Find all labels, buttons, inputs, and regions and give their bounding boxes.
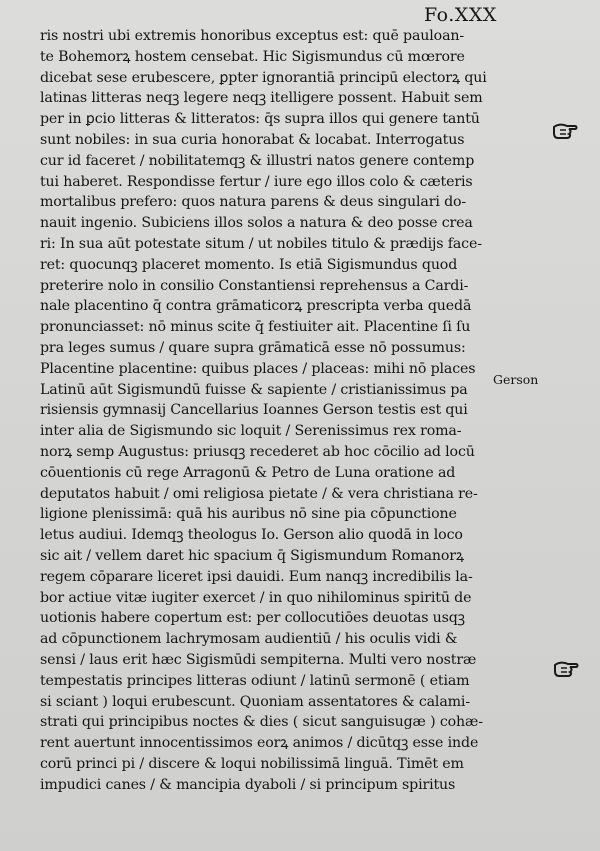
text-line: tui haberet. Respondisse fertur / iure ego illos colo & cæteris <box>40 173 473 190</box>
text-line: ri: In sua aūt potestate situm / ut nobiles titulo & prædijs face‐ <box>40 235 482 252</box>
text-line: per in ꝑcio litteras & litteratos: q̄s supra illos qui genere tantū <box>40 111 480 128</box>
text-line: Latinū aūt Sigismundū fuisse & sapiente / cristianissimus pa <box>40 381 468 398</box>
text-line: nauit ingenio. Subiciens illos solos a natura & deo posse crea <box>40 215 473 232</box>
manicule-icon <box>551 121 579 141</box>
text-line: pra leges sumus / quare supra grāmaticā esse nō possumus: <box>40 339 466 356</box>
text-line: cur id faceret / nobilitatemqꝫ & illustri natos genere contemp <box>40 152 475 169</box>
text-line: letus audiui. Idemqꝫ theologus Io. Gerson alio quodā in loco <box>40 527 463 544</box>
text-line: si sciant ) loqui erubescunt. Quoniam assentatores & calami‐ <box>40 693 470 710</box>
text-line: strati qui principibus noctes & dies ( sicut sanguisugæ ) cohæ‐ <box>40 714 483 731</box>
text-line: te Bohemorꝝ hostem censebat. Hic Sigismundus cū mœrore <box>40 48 465 65</box>
text-line: regem cōparare liceret ipsi dauidi. Eum nanqꝫ incredibilis la‐ <box>40 568 473 585</box>
text-line: sensi / laus erit hæc Sigismūdi sempiterna. Multi vero nostræ <box>40 651 477 668</box>
text-line: ligione plenissimā: quā his auribus nō sine pia cōpunctione <box>40 506 457 523</box>
text-line: bor actiue vitæ iugiter exercet / in quo nihilominus spiritū de <box>40 589 472 606</box>
text-line: norꝝ semp Augustus: priusqꝫ recederet ab hoc cōcilio ad locū <box>40 443 475 460</box>
marginal-note: Gerson <box>493 372 539 387</box>
text-line: pronunciasset: nō minus scite q̄ festiuiter ait. Placentine ſi ſu <box>40 319 471 336</box>
text-line: inter alia de Sigismundo sic loquit / Serenissimus rex roma‐ <box>40 423 462 440</box>
text-line: ret: quocunqꝫ placeret momento. Is etiā Sigismundus quod <box>40 256 458 273</box>
text-line: corū princi pi / discere & loqui nobilissimā linguā. Timēt em <box>40 755 464 772</box>
text-line: Placentine placentine: quibus places / placeas: mihi nō places <box>40 360 476 377</box>
text-line: impudici canes / & mancipia dyaboli / si principum spiritus <box>40 776 456 793</box>
text-line: nale placentino q̄ contra grāmaticorꝝ prescripta verba quedā <box>40 298 472 315</box>
text-line: risiensis gymnasij Cancellarius Ioannes Gerson testis est qui <box>40 402 468 419</box>
text-line: sic ait / vellem daret hic spacium q̄ Sigismundum Romanorꝝ <box>40 547 464 564</box>
text-line: mortalibus prefero: quos natura parens & deus singulari do‐ <box>40 194 467 211</box>
text-line: deputatos habuit / omi religiosa pietate / & vera christiana re‐ <box>40 485 478 502</box>
text-line: dicebat sese erubescere, ꝑpter ignorantiā principū electorꝝ qui <box>40 69 487 86</box>
text-column <box>40 26 490 795</box>
text-line: rent auertunt innocentissimos eorꝝ animos / dicūtqꝫ esse inde <box>40 735 479 752</box>
text-line: cōuentionis cū rege Arragonū & Petro de Luna oratione ad <box>40 464 456 481</box>
manicule-icon <box>552 659 580 679</box>
folio-number: Fo.XXX <box>424 4 497 26</box>
text-line: latinas litteras neqꝫ legere neqꝫ itelligere possent. Habuit sem <box>40 90 483 107</box>
text-line: preterire nolo in consilio Constantiensi reprehensus a Cardi‐ <box>40 277 469 294</box>
text-line: tempestatis principes litteras odiunt / latinū sermonē ( etiam <box>40 672 470 689</box>
text-line: uotionis habere copertum est: per collocutiōes deuotas usqꝫ <box>40 610 465 627</box>
text-line: ad cōpunctionem lachrymosam audientiū / his oculis vidi & <box>40 631 458 648</box>
text-line: ris nostri ubi extremis honoribus exceptus est: quē pauloan‐ <box>40 28 465 44</box>
text-line: sunt nobiles: in sua curia honorabat & locabat. Interrogatus <box>40 131 465 148</box>
